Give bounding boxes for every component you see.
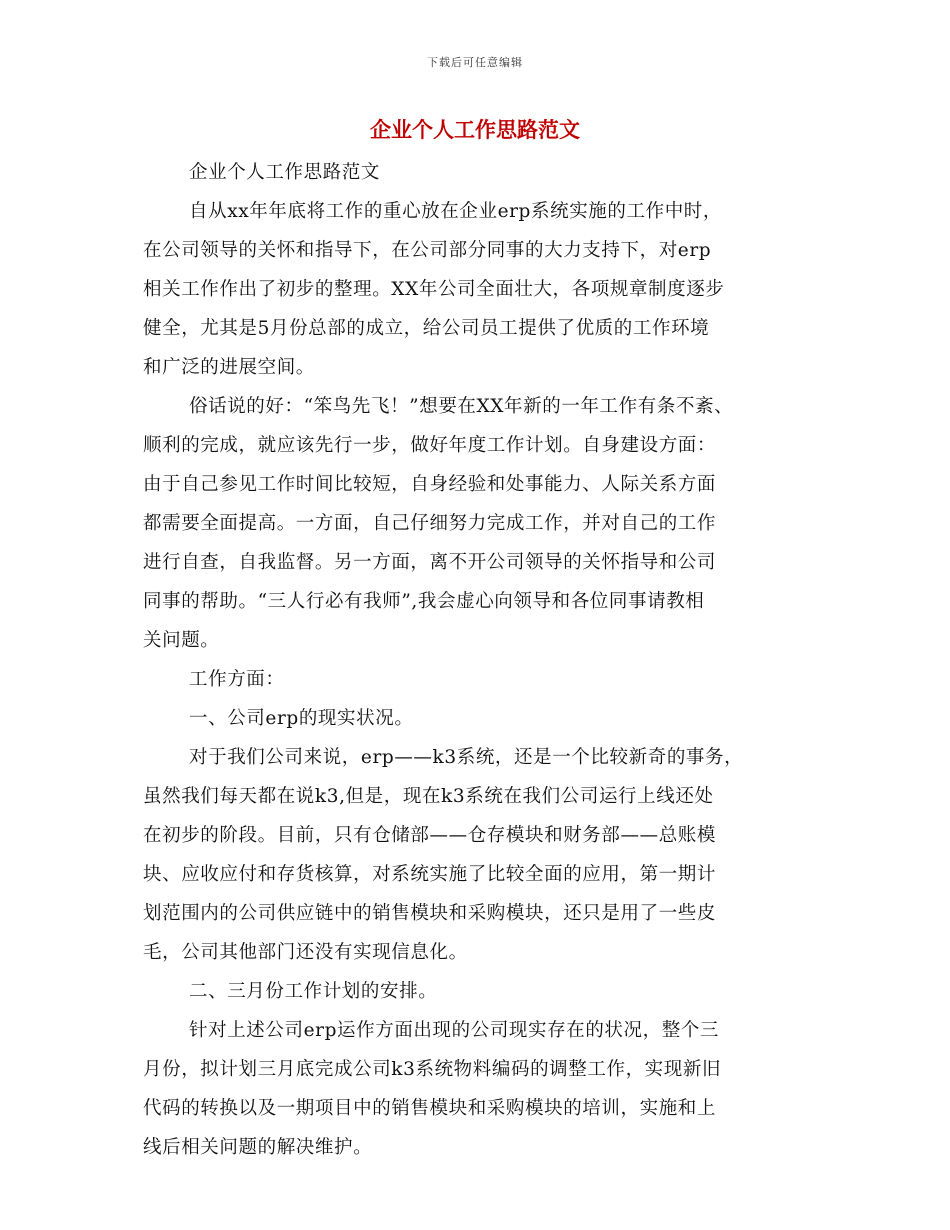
body-line: 对于我们公司来说，erp——k3系统，还是一个比较新奇的事务， xyxy=(189,747,744,768)
body-line: 俗话说的好：“笨鸟先飞！”想要在XX年新的一年工作有条不紊、 xyxy=(189,396,734,417)
body-line: 一、公司erp的现实状况。 xyxy=(189,708,414,729)
body-line: 工作方面： xyxy=(189,669,285,690)
body-line: 块、应收应付和存货核算，对系统实施了比较全面的应用，第一期计 xyxy=(143,864,717,885)
document-title: 企业个人工作思路范文 xyxy=(370,117,580,142)
body-line: 进行自查，自我监督。另一方面，离不开公司领导的关怀指导和公司 xyxy=(143,552,717,573)
body-line: 针对上述公司erp运作方面出现的公司现实存在的状况，整个三 xyxy=(189,1020,720,1041)
body-line: 都需要全面提高。一方面，自己仔细努力完成工作，并对自己的工作 xyxy=(143,513,717,534)
body-line: 在初步的阶段。目前，只有仓储部——仓存模块和财务部——总账模 xyxy=(143,825,717,846)
body-line: 关问题。 xyxy=(143,630,220,651)
body-line: 和广泛的进展空间。 xyxy=(143,357,315,378)
body-line: 顺利的完成，就应该先行一步，做好年度工作计划。自身建设方面： xyxy=(143,435,717,456)
body-line: 由于自己参见工作时间比较短，自身经验和处事能力、人际关系方面 xyxy=(143,474,717,495)
body-line: 线后相关问题的解决维护。 xyxy=(143,1137,373,1158)
body-line: 划范围内的公司供应链中的销售模块和采购模块，还只是用了一些皮 xyxy=(143,903,717,924)
body-line: 健全，尤其是5月份总部的成立，给公司员工提供了优质的工作环境 xyxy=(143,318,710,339)
body-line: 代码的转换以及一期项目中的销售模块和采购模块的培训，实施和上 xyxy=(143,1098,717,1119)
body-line: 在公司领导的关怀和指导下，在公司部分同事的大力支持下，对erp xyxy=(143,240,712,261)
body-line: 毛，公司其他部门还没有实现信息化。 xyxy=(143,942,468,963)
header-note: 下载后可任意编辑 xyxy=(427,56,523,69)
body-line: 同事的帮助。“三人行必有我师”,我会虚心向领导和各位同事请教相 xyxy=(143,591,705,612)
body-line: 二、三月份工作计划的安排。 xyxy=(189,981,438,1002)
body-line: 企业个人工作思路范文 xyxy=(189,162,381,183)
body-line: 自从xx年年底将工作的重心放在企业erp系统实施的工作中时， xyxy=(189,201,723,222)
body-line: 虽然我们每天都在说k3,但是，现在k3系统在我们公司运行上线还处 xyxy=(143,786,714,807)
body-line: 相关工作作出了初步的整理。XX年公司全面壮大，各项规章制度逐步 xyxy=(143,279,725,300)
body-line: 月份，拟计划三月底完成公司k3系统物料编码的调整工作，实现新旧 xyxy=(143,1059,722,1080)
